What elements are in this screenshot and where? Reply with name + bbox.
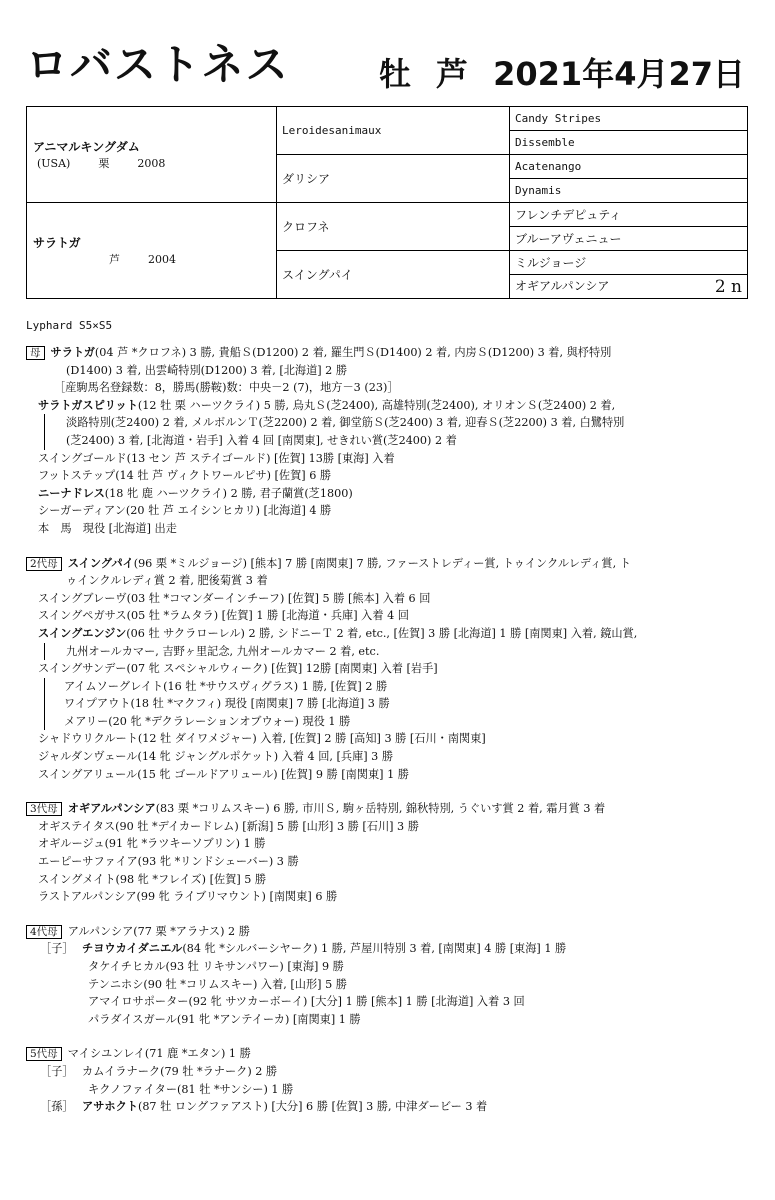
record-text: ジャルダンヴェール(14 牝 ジャングルポケット) 入着 4 回, [兵庫] 3 勝 bbox=[38, 750, 394, 764]
dam-sire: クロフネ bbox=[277, 203, 510, 251]
pedigree-table bbox=[26, 106, 748, 299]
record-line bbox=[26, 800, 761, 818]
family-section bbox=[26, 1045, 761, 1115]
horse-highlight: サラトガ bbox=[50, 346, 95, 359]
record-text: (06 牡 サクラローレル) 2 勝, シドニーＴ 2 着, etc., [佐賀] 3 勝 [北海道] 1 勝 [南関東] 入着, 鏡山賞, bbox=[126, 626, 638, 640]
bracket-line bbox=[44, 695, 45, 713]
sire-sire-sire: Candy Stripes bbox=[510, 107, 748, 131]
record-line bbox=[26, 625, 761, 643]
generation-tag: ［子］ bbox=[40, 1064, 74, 1078]
generation-tag: ［子］ bbox=[40, 942, 74, 956]
horse-name: ロバストネス bbox=[26, 40, 290, 89]
record-text: スイングメイト(98 牝 *フレイズ) [佐賀] 5 勝 bbox=[38, 872, 267, 886]
record-text: カムイラナーク(79 牡 *ラナーク) 2 勝 bbox=[82, 1064, 278, 1078]
record-line bbox=[26, 414, 761, 432]
sire-dam: ダリシア bbox=[277, 155, 510, 203]
record-line bbox=[26, 643, 761, 661]
record-line bbox=[26, 1063, 761, 1081]
section-label: 2代母 bbox=[26, 557, 62, 571]
record-line bbox=[26, 923, 761, 941]
horse-color: 芦 bbox=[435, 55, 468, 93]
horse-sex: 牡 bbox=[378, 55, 411, 93]
record-text: (87 牡 ロングファアスト) [大分] 6 勝 [佐賀] 3 勝, 中津ダービー 3 着 bbox=[137, 1100, 488, 1114]
sire-sire: Leroidesanimaux bbox=[277, 107, 510, 155]
dam-dam-dam: オギアルパンシア bbox=[515, 278, 610, 293]
family-section bbox=[26, 923, 761, 1029]
record-text: オギルージュ(91 牝 *ラツキーソブリン) 1 勝 bbox=[38, 837, 266, 851]
dam-dam-dam-cell bbox=[510, 275, 748, 299]
record-line bbox=[26, 485, 761, 503]
record-text: ワイプアウト(18 牡 *マクフィ) 現役 [南関東] 7 勝 [北海道] 3 勝 bbox=[64, 697, 390, 711]
record-line bbox=[26, 502, 761, 520]
record-text: (84 牝 *シルバーシヤーク) 1 勝, 芦屋川特別 3 着, [南関東] 4 勝 [東海] 1 勝 bbox=[182, 942, 567, 956]
record-line bbox=[26, 678, 761, 696]
sire-cell bbox=[27, 107, 277, 203]
section-label: 4代母 bbox=[26, 925, 62, 939]
dam-dam: スイングパイ bbox=[277, 251, 510, 299]
record-line bbox=[26, 520, 761, 538]
horse-birthdate: 2021年4月27日 bbox=[493, 55, 745, 93]
record-text: 淡路特別(芝2400) 2 着, メルボルンＴ(芝2200) 2 着, 御堂筋Ｓ(芝2400) 3 着, 迎春Ｓ(芝2200) 3 着, 白鷺特別 bbox=[66, 416, 625, 430]
record-text: スイングペガサス(05 牡 *ラムタラ) [佐賀] 1 勝 [北海道・兵庫] 入着 4 回 bbox=[38, 609, 409, 623]
record-line bbox=[26, 976, 761, 994]
dam-info: 芦 2004 bbox=[109, 253, 176, 266]
record-text: スイングサンデー(07 牝 スペシャルウィーク) [佐賀] 12勝 [南関東] 入着 [岩手] bbox=[38, 662, 438, 676]
record-text: (D1400) 3 着, 出雲崎特別(D1200) 3 着, [北海道] 2 勝 bbox=[66, 363, 348, 377]
record-text: (芝2400) 3 着, [北海道・岩手] 入着 4 回 [南関東], せきれい賞(芝2400) 2 着 bbox=[66, 433, 457, 447]
horse-highlight: チヨウカイダニエル bbox=[82, 942, 183, 956]
record-text: (18 牝 鹿 ハーツクライ) 2 勝, 君子蘭賞(芝1800) bbox=[104, 486, 353, 500]
record-text: ［産駒馬名登録数：8，勝馬(勝鞍)数：中央－2 (7)，地方－3 (23)］ bbox=[54, 381, 399, 395]
record-line bbox=[26, 1098, 761, 1116]
record-line bbox=[26, 993, 761, 1011]
horse-highlight: アサホクト bbox=[82, 1100, 138, 1114]
section-label: 3代母 bbox=[26, 802, 62, 816]
family-section bbox=[26, 555, 761, 784]
record-text: フットステップ(14 牡 芦 ヴィクトワールピサ) [佐賀] 6 勝 bbox=[38, 469, 332, 483]
section-label: 5代母 bbox=[26, 1047, 62, 1061]
record-text: エーピーサファイア(93 牝 *リンドシェーバー) 3 勝 bbox=[38, 855, 299, 869]
record-text: オギステイタス(90 牡 *デイカードレム) [新潟] 5 勝 [山形] 3 勝 [石川] 3 勝 bbox=[38, 819, 419, 833]
record-line bbox=[26, 590, 761, 608]
record-text: メアリー(20 牝 *デクラレーションオブウォー) 現役 1 勝 bbox=[64, 714, 351, 728]
record-line bbox=[26, 888, 761, 906]
record-text: アイムソーグレイト(16 牡 *サウスヴィグラス) 1 勝, [佐賀] 2 勝 bbox=[64, 679, 388, 693]
record-text: シャドウリクルート(12 牡 ダイワメジャー) 入着, [佐賀] 2 勝 [高知] 3 勝 [石川・南関東] bbox=[38, 732, 486, 746]
record-text: アルパンシア(77 栗 *アラナス) 2 勝 bbox=[67, 924, 250, 938]
record-text: スイングゴールド(13 セン 芦 ステイゴールド) [佐賀] 13勝 [東海] 入着 bbox=[38, 451, 395, 465]
record-line bbox=[26, 853, 761, 871]
record-line bbox=[26, 572, 761, 590]
record-line bbox=[26, 660, 761, 678]
record-text: スイングブレーヴ(03 牡 *コマンダーインチーフ) [佐賀] 5 勝 [熊本] 入着 6 回 bbox=[38, 591, 431, 605]
record-text: (83 栗 *コリムスキー) 6 勝, 市川Ｓ, 駒ヶ岳特別, 錦秋特別, うぐいす賞 2 着, 霜月賞 3 着 bbox=[155, 802, 606, 816]
record-line bbox=[26, 379, 761, 397]
record-text: 九州オールカマー, 吉野ヶ里記念, 九州オールカマー 2 着, etc. bbox=[66, 644, 380, 658]
record-text: (96 栗 *ミルジョージ) [熊本] 7 勝 [南関東] 7 勝, ファーストレディー賞, トゥインクルレディ賞, ト bbox=[133, 556, 631, 570]
bracket-line bbox=[44, 713, 45, 731]
record-line bbox=[26, 1081, 761, 1099]
record-text: シーガーディアン(20 牡 芦 エイシンヒカリ) [北海道] 4 勝 bbox=[38, 504, 332, 518]
dam-name: サラトガ bbox=[33, 236, 81, 250]
horse-highlight: ニーナドレス bbox=[38, 486, 105, 500]
record-text: ラストアルパンシア(99 牝 ライブリマウント) [南関東] 6 勝 bbox=[38, 890, 338, 904]
record-text: キクノファイター(81 牡 *サンシー) 1 勝 bbox=[88, 1082, 294, 1096]
sire-name: アニマルキングダム bbox=[33, 140, 140, 154]
record-line bbox=[26, 713, 761, 731]
record-line bbox=[26, 555, 761, 573]
bracket-line bbox=[44, 432, 45, 450]
family-section bbox=[26, 344, 761, 538]
sire-sire-dam: Dissemble bbox=[510, 131, 748, 155]
dam-sire-sire: フレンチデピュティ bbox=[510, 203, 748, 227]
record-line bbox=[26, 450, 761, 468]
record-text: パラダイスガール(91 牝 *アンテイーカ) [南関東] 1 勝 bbox=[88, 1012, 361, 1026]
sire-dam-sire: Acatenango bbox=[510, 155, 748, 179]
record-line bbox=[26, 871, 761, 889]
record-line bbox=[26, 766, 761, 784]
record-text: 本 馬 現役 [北海道] 出走 bbox=[38, 521, 177, 535]
record-line bbox=[26, 362, 761, 380]
record-line bbox=[26, 1045, 761, 1063]
record-text: (12 牡 栗 ハーツクライ) 5 勝, 烏丸Ｓ(芝2400), 高雄特別(芝2400), オリオンＳ(芝2400) 2 着, bbox=[137, 398, 616, 412]
generation-tag: ［孫］ bbox=[40, 1100, 74, 1114]
family-record bbox=[26, 344, 761, 1133]
record-text: マイシユンレイ(71 鹿 *エタン) 1 勝 bbox=[67, 1047, 251, 1061]
horse-profile bbox=[365, 55, 745, 93]
family-number: 2 n bbox=[714, 276, 742, 297]
record-text: テンニホシ(90 牡 *コリムスキー) 入着, [山形] 5 勝 bbox=[88, 977, 347, 991]
record-line bbox=[26, 748, 761, 766]
record-line bbox=[26, 397, 761, 415]
family-section bbox=[26, 800, 761, 906]
horse-highlight: スイングパイ bbox=[67, 556, 134, 570]
record-line bbox=[26, 467, 761, 485]
bracket-line bbox=[44, 678, 45, 696]
horse-highlight: オギアルパンシア bbox=[67, 802, 156, 816]
record-line bbox=[26, 344, 761, 362]
record-line bbox=[26, 607, 761, 625]
record-line bbox=[26, 818, 761, 836]
horse-highlight: スイングエンジン bbox=[38, 626, 127, 640]
record-line bbox=[26, 695, 761, 713]
dam-dam-sire: ミルジョージ bbox=[510, 251, 748, 275]
sire-dam-dam: Dynamis bbox=[510, 179, 748, 203]
record-line bbox=[26, 835, 761, 853]
record-line bbox=[26, 1011, 761, 1029]
inbreeding-note: Lyphard S5×S5 bbox=[26, 319, 113, 332]
record-text: スイングアリュール(15 牝 ゴールドアリュール) [佐賀] 9 勝 [南関東] 1 勝 bbox=[38, 767, 409, 781]
record-text: アマイロサポーター(92 牝 サツカーボーイ) [大分] 1 勝 [熊本] 1 勝 [北海道] 入着 3 回 bbox=[88, 995, 525, 1009]
record-text: タケイチヒカル(93 牡 リキサンパワー) [東海] 9 勝 bbox=[88, 960, 344, 973]
record-line bbox=[26, 730, 761, 748]
bracket-line bbox=[44, 414, 45, 432]
record-text: (04 芦 *クロフネ) 3 勝, 貴船Ｓ(D1200) 2 着, 羅生門Ｓ(D1400) 2 着, 内房Ｓ(D1200) 3 着, 與杼特別 bbox=[94, 346, 612, 359]
record-line bbox=[26, 940, 761, 958]
sire-info: (USA) 栗 2008 bbox=[37, 157, 166, 170]
record-line bbox=[26, 432, 761, 450]
record-text: ゥインクルレディ賞 2 着, 肥後菊賞 3 着 bbox=[66, 574, 268, 588]
dam-sire-dam: ブルーアヴェニュー bbox=[510, 227, 748, 251]
section-label: 母 bbox=[26, 346, 45, 360]
horse-highlight: サラトガスピリット bbox=[38, 398, 138, 412]
dam-cell bbox=[27, 203, 277, 299]
bracket-line bbox=[44, 643, 45, 661]
record-line bbox=[26, 958, 761, 976]
